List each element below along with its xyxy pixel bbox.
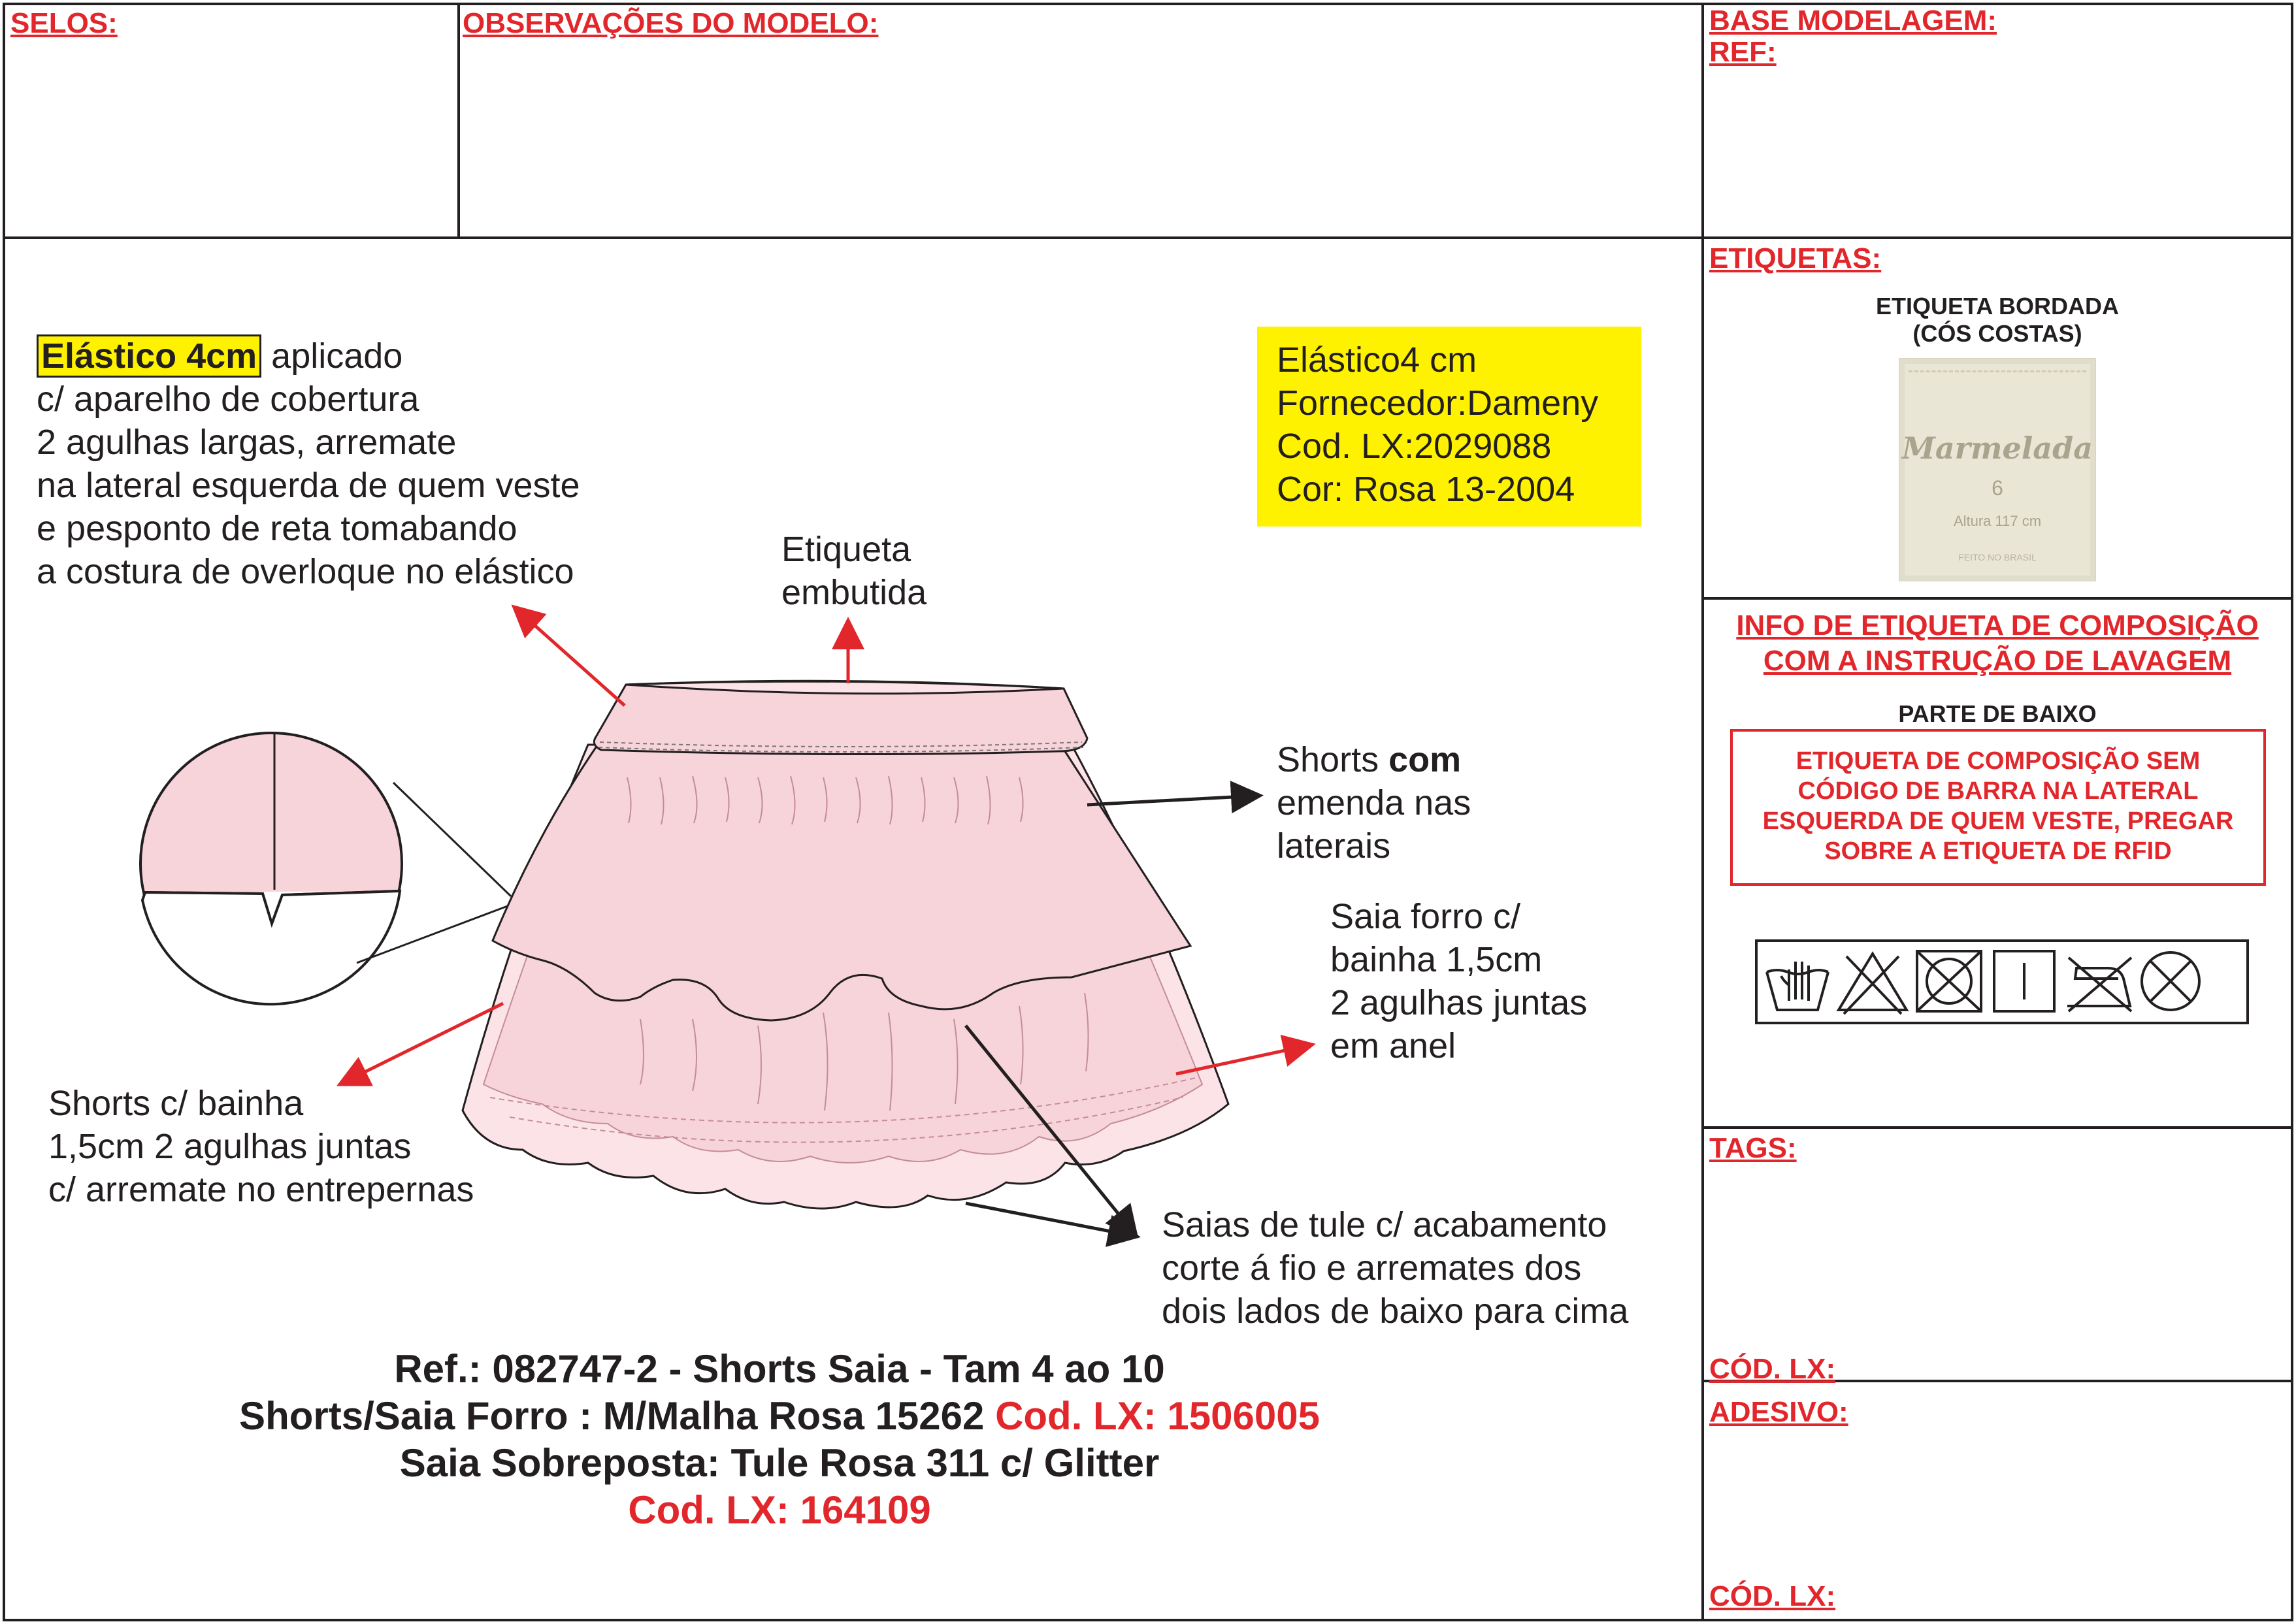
saia-forro-line-4: em anel — [1330, 1026, 1456, 1065]
reference-line-2-code: Cod. LX: 1506005 — [995, 1394, 1320, 1438]
elastico-line-4: e pesponto de reta tomabando — [37, 509, 517, 548]
yellow-line-4: Cor: Rosa 13-2004 — [1277, 470, 1575, 509]
etiquetas-header: ETIQUETAS: — [1709, 242, 1882, 274]
reference-line-1: Ref.: 082747-2 - Shorts Saia - Tam 4 ao 10 — [394, 1347, 1165, 1391]
elastico-note — [37, 334, 580, 593]
saia-forro-line-3: 2 agulhas juntas — [1330, 983, 1588, 1022]
elastico-line-0: aplicado — [261, 336, 403, 376]
etiqueta-embutida-line-1: Etiqueta — [781, 530, 911, 569]
saias-tule-line-2: corte á fio e arremates dos — [1162, 1248, 1582, 1288]
woven-label-size: 6 — [1992, 476, 2003, 500]
ref-header: REF: — [1709, 36, 1777, 68]
elastico-line-2: 2 agulhas largas, arremate — [37, 423, 457, 462]
saia-forro-line-2: bainha 1,5cm — [1330, 940, 1543, 979]
shorts-bainha-line-3: c/ arremate no entrepernas — [48, 1170, 474, 1209]
shorts-com-line-1: emenda nas — [1277, 783, 1471, 822]
elastico-highlight: Elástico 4cm — [37, 334, 261, 378]
composicao-line-4: SOBRE A ETIQUETA DE RFID — [1824, 837, 2172, 865]
elastico-line-1: c/ aparelho de cobertura — [37, 380, 419, 419]
etiqueta-embutida-line-2: embutida — [781, 573, 927, 612]
etiqueta-bordada-title-line2: (CÓS COSTAS) — [1912, 320, 2082, 347]
shorts-com-bold: com — [1388, 740, 1462, 779]
shorts-com-line-2: laterais — [1277, 826, 1391, 866]
tags-header: TAGS: — [1709, 1132, 1797, 1164]
saias-tule-line-3: dois lados de baixo para cima — [1162, 1291, 1629, 1331]
selos-header: SELOS: — [10, 7, 118, 39]
reference-line-2-fabric: Shorts/Saia Forro : M/Malha Rosa 15262 — [239, 1394, 996, 1438]
cod-lx-adesivo-label: CÓD. LX: — [1709, 1580, 1836, 1612]
arrow-shorts-com — [1087, 796, 1257, 805]
composicao-line-1: ETIQUETA DE COMPOSIÇÃO SEM — [1796, 747, 2201, 775]
reference-line-3: Saia Sobreposta: Tule Rosa 311 c/ Glitter — [399, 1441, 1160, 1485]
composicao-section-label: PARTE DE BAIXO — [1898, 700, 2097, 727]
yellow-line-2: Fornecedor:Dameny — [1277, 383, 1599, 423]
yellow-line-1: Elástico4 cm — [1277, 340, 1477, 380]
adesivo-header: ADESIVO: — [1709, 1396, 1848, 1428]
info-composicao-header-1: INFO DE ETIQUETA DE COMPOSIÇÃO — [1736, 609, 2259, 641]
shorts-bainha-note — [48, 1082, 474, 1211]
etiqueta-embutida-note — [781, 528, 927, 614]
info-composicao-header-2: COM A INSTRUÇÃO DE LAVAGEM — [1763, 645, 2232, 677]
saia-forro-note — [1330, 895, 1587, 1067]
shorts-com-note — [1277, 738, 1471, 868]
shorts-bainha-line-2: 1,5cm 2 agulhas juntas — [48, 1127, 412, 1166]
woven-label-origin: FEITO NO BRASIL — [1958, 552, 2037, 562]
woven-label-brand: Marmelada — [1901, 430, 2093, 466]
observacoes-header: OBSERVAÇÕES DO MODELO: — [463, 7, 879, 39]
composicao-line-2: CÓDIGO DE BARRA NA LATERAL — [1797, 777, 2199, 805]
woven-label-height: Altura 117 cm — [1953, 513, 2042, 529]
cod-lx-tags-label: CÓD. LX: — [1709, 1353, 1836, 1385]
saia-forro-line-1: Saia forro c/ — [1330, 897, 1521, 936]
reference-line-4-code: Cod. LX: 164109 — [628, 1488, 931, 1532]
reference-block — [163, 1346, 1396, 1534]
shorts-bainha-line-1: Shorts c/ bainha — [48, 1084, 304, 1123]
arrow-tule-2 — [966, 1203, 1134, 1236]
composicao-line-3: ESQUERDA DE QUEM VESTE, PREGAR — [1762, 807, 2234, 835]
elastico-line-5: a costura de overloque no elástico — [37, 552, 574, 591]
yellow-spec-box — [1257, 327, 1641, 527]
saias-tule-line-1: Saias de tule c/ acabamento — [1162, 1205, 1607, 1244]
yellow-line-3: Cod. LX:2029088 — [1277, 427, 1552, 466]
saias-tule-note — [1162, 1203, 1628, 1333]
arrow-elastico — [516, 609, 625, 706]
elastico-line-3: na lateral esquerda de quem veste — [37, 466, 580, 505]
etiqueta-bordada-title-line1: ETIQUETA BORDADA — [1876, 293, 2119, 319]
shorts-com-pre: Shorts — [1277, 740, 1389, 779]
base-modelagem-header: BASE MODELAGEM: — [1709, 5, 1997, 37]
